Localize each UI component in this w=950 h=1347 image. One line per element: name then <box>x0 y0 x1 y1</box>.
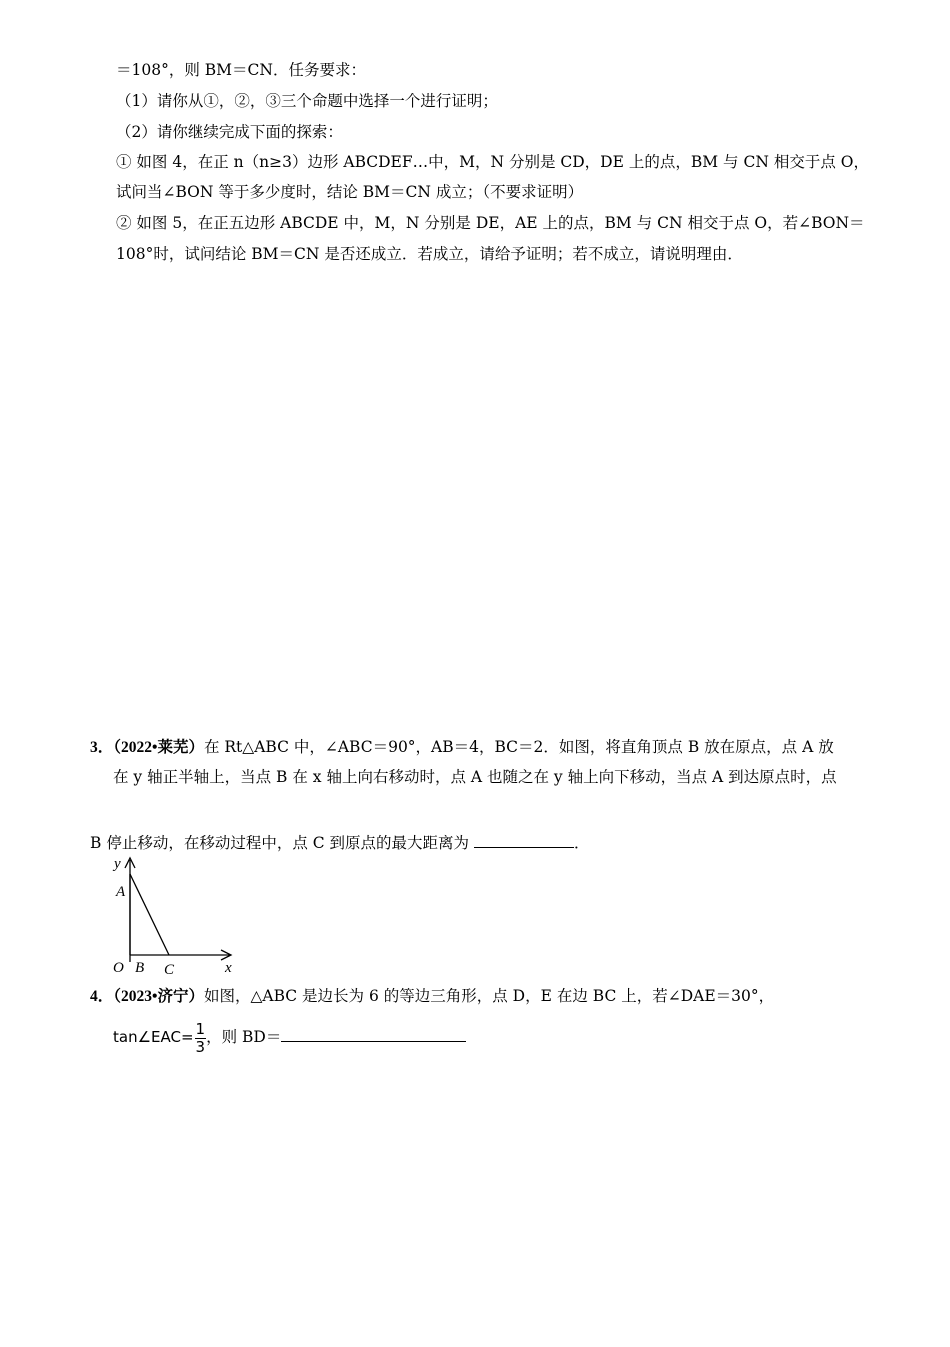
q4-text-2: ，则 BD＝ <box>206 1028 282 1046</box>
q2-line-7: 108°时，试问结论 BM＝CN 是否还成立．若成立，请给予证明；若不成立，请说明理由． <box>116 245 743 263</box>
q4-frac-numerator: 1 <box>195 1019 206 1038</box>
q3-answer-blank[interactable] <box>474 832 574 848</box>
q3-source: （2022•莱芜） <box>113 739 204 756</box>
point-c-label: C <box>164 962 175 978</box>
q4-text-1: 如图，△ABC 是边长为 6 的等边三角形，点 D，E 在边 BC 上，若∠DAE＝30°， <box>203 987 775 1005</box>
q4-tan-expression: tan∠EAC= <box>113 1028 194 1046</box>
point-b-label: B <box>135 960 145 976</box>
x-label: x <box>225 960 232 976</box>
q3-text-1: 在 Rt△ABC 中，∠ABC＝90°，AB＝4，BC＝2．如图，将直角顶点 B 放在原点，点 A 放 <box>203 738 834 756</box>
q3-text-3-end: ． <box>573 834 590 852</box>
q4-line-2 <box>113 1018 466 1056</box>
point-a-label: A <box>116 884 126 900</box>
coordinate-figure <box>108 854 243 978</box>
q4-frac-denominator: 3 <box>195 1037 206 1056</box>
segment-ac <box>130 874 169 955</box>
y-label: y <box>114 856 121 872</box>
q2-line-5: 试问当∠BON 等于多少度时，结论 BM＝CN 成立；（不要求证明） <box>116 183 584 201</box>
q3-line-2: 在 y 轴正半轴上，当点 B 在 x 轴上向右移动时，点 A 也随之在 y 轴上向下移动，当点 A 到达原点时，点 <box>113 768 837 786</box>
q3-line-1 <box>90 737 834 758</box>
q2-line-4: ① 如图 4，在正 n（n≥3）边形 ABCDEF…中，M，N 分别是 CD，DE 上的点，BM 与 CN 相交于点 O， <box>116 153 869 171</box>
q4-answer-blank[interactable] <box>281 1026 466 1042</box>
q3-text-3: B 停止移动，在移动过程中，点 C 到原点的最大距离为 <box>90 834 474 852</box>
q2-line-2: （1）请你从①，②，③三个命题中选择一个进行证明； <box>116 92 498 110</box>
q2-line-1: ＝108°，则 BM＝CN．任务要求： <box>116 61 366 79</box>
q3-number: 3． <box>90 739 114 756</box>
q2-line-6: ② 如图 5，在正五边形 ABCDE 中，M，N 分别是 DE，AE 上的点，BM 与 CN 相交于点 O，若∠BON＝ <box>116 214 865 232</box>
origin-label: O <box>113 960 124 976</box>
q4-source: （2023•济宁） <box>113 988 204 1005</box>
q2-line-3: （2）请你继续完成下面的探索： <box>116 123 343 141</box>
q4-number: 4． <box>90 988 114 1005</box>
q4-fraction <box>195 1021 207 1056</box>
q4-line-1 <box>90 986 774 1007</box>
q3-line-3 <box>90 832 589 853</box>
